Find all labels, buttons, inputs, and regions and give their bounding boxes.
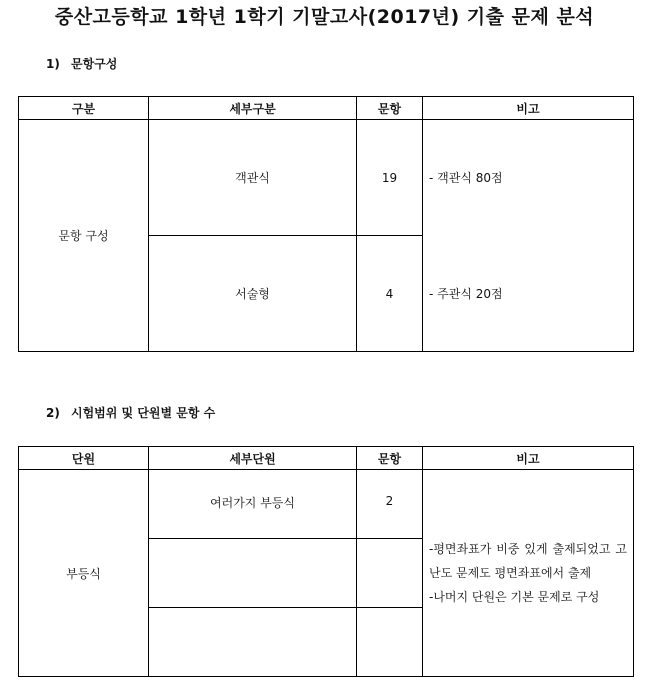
section-heading-composition: [46, 55, 117, 72]
note-cell: [423, 470, 634, 677]
header-category: 구분: [19, 97, 149, 120]
category-cell: 문항 구성: [19, 120, 149, 352]
count-cell: [357, 539, 423, 608]
subunit-cell: [149, 608, 357, 677]
table-header-row: [19, 447, 634, 470]
count-cell: 4: [357, 236, 423, 352]
table-header-row: [19, 97, 634, 120]
header-subcategory: 세부구분: [149, 97, 357, 120]
table-row: [19, 120, 634, 236]
subunit-cell: 여러가지 부등식: [149, 470, 357, 539]
unit-table: [18, 446, 634, 677]
count-cell: 2: [357, 470, 423, 539]
subunit-cell: [149, 539, 357, 608]
header-note: 비고: [423, 447, 634, 470]
section-heading-range: [46, 404, 215, 421]
section-number: 1): [46, 57, 60, 71]
subcategory-cell: 객관식: [149, 120, 357, 236]
note-cell: - 주관식 20점: [423, 236, 634, 352]
section-title: 시험범위 및 단원별 문항 수: [71, 406, 216, 420]
table-row: [19, 470, 634, 539]
note-line: -나머지 단원은 기본 문제로 구성: [429, 590, 600, 604]
unit-cell: 부등식: [19, 470, 149, 677]
header-count: 문항: [357, 447, 423, 470]
section-title: 문항구성: [71, 57, 118, 71]
count-cell: [357, 608, 423, 677]
header-subunit: 세부단원: [149, 447, 357, 470]
header-unit: 단원: [19, 447, 149, 470]
subcategory-cell: 서술형: [149, 236, 357, 352]
header-note: 비고: [423, 97, 634, 120]
header-count: 문항: [357, 97, 423, 120]
section-number: 2): [46, 406, 60, 420]
page-title: 중산고등학교 1학년 1학기 기말고사(2017년) 기출 문제 분석: [54, 6, 595, 28]
count-cell: 19: [357, 120, 423, 236]
note-cell: - 객관식 80점: [423, 120, 634, 236]
composition-table: [18, 96, 634, 352]
note-line: -평면좌표가 비중 있게 출제되었고 고난도 문제도 평면좌표에서 출제: [429, 542, 627, 580]
